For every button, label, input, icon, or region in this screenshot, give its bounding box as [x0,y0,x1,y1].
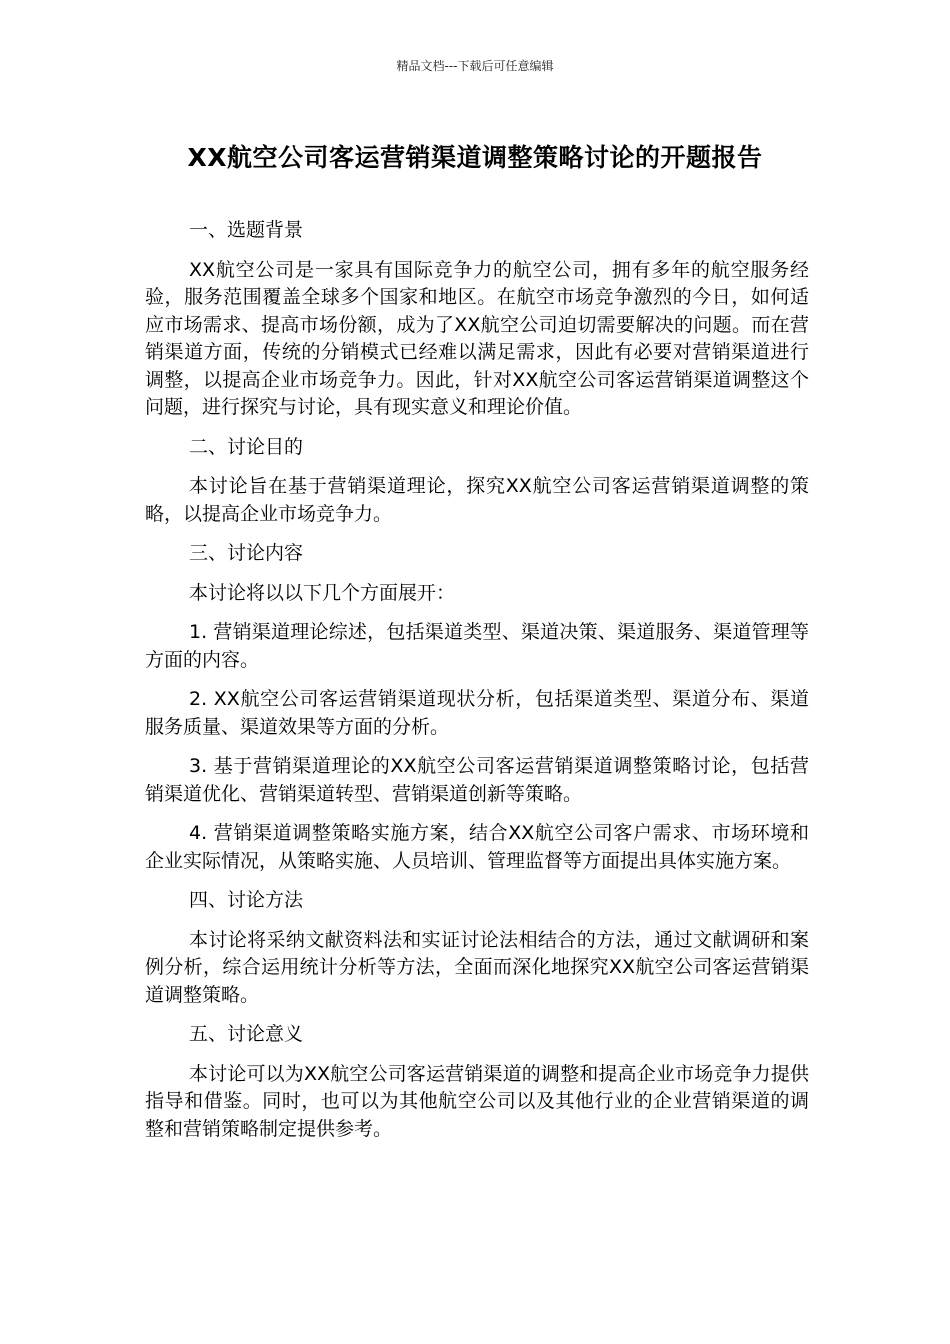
document-body [145,217,809,1155]
page-header: 精品文档---下载后可任意编辑 [396,59,554,73]
section-heading-content: 三、讨论内容 [189,542,304,564]
content-item-3: 3. 基于营销渠道理论的XX航空公司客运营销渠道调整策略讨论，包括营销渠道优化、营销渠道转型、营销渠道创新等策略。 [145,755,809,805]
section-text-purpose: 本讨论旨在基于营销渠道理论，探究XX航空公司客运营销渠道调整的策略，以提高企业市场竞争力。 [145,475,809,525]
section-heading-significance: 五、讨论意义 [189,1023,304,1045]
section-heading-purpose: 二、讨论目的 [189,435,304,458]
content-item-2: 2. XX航空公司客运营销渠道现状分析，包括渠道类型、渠道分布、渠道服务质量、渠道效果等方面的分析。 [145,688,809,738]
content-item-4: 4. 营销渠道调整策略实施方案，结合XX航空公司客户需求、市场环境和企业实际情况，从策略实施、人员培训、管理监督等方面提出具体实施方案。 [145,822,809,872]
section-text-background: XX航空公司是一家具有国际竞争力的航空公司，拥有多年的航空服务经验，服务范围覆盖全球多个国家和地区。在航空市场竞争激烈的今日，如何适应市场需求、提高市场份额，成为了XX航空公司迫切需要解决的问题。而在营销渠道方面，传统的分销模式已经难以满足需求，因此有必要对营销渠道进行调整，以提高企业市场竞争力。因此，针对XX航空公司客运营销渠道调整这个问题，进行探究与讨论，具有现实意义和理论价值。 [145,258,809,418]
document-title: XX航空公司客运营销渠道调整策略讨论的开题报告 [187,143,763,172]
section-heading-background: 一、选题背景 [189,219,304,241]
section-text-method: 本讨论将采纳文献资料法和实证讨论法相结合的方法，通过文献调研和案例分析，综合运用统计分析等方法，全面而深化地探究XX航空公司客运营销渠道调整策略。 [145,928,809,1006]
section-text-significance: 本讨论可以为XX航空公司客运营销渠道的调整和提高企业市场竞争力提供指导和借鉴。同时，也可以为其他航空公司以及其他行业的企业营销渠道的调整和营销策略制定提供参考。 [145,1062,809,1140]
section-heading-method: 四、讨论方法 [189,889,304,911]
content-item-1: 1. 营销渠道理论综述，包括渠道类型、渠道决策、渠道服务、渠道管理等方面的内容。 [145,621,809,671]
section-intro-content: 本讨论将以以下几个方面展开： [189,581,456,604]
